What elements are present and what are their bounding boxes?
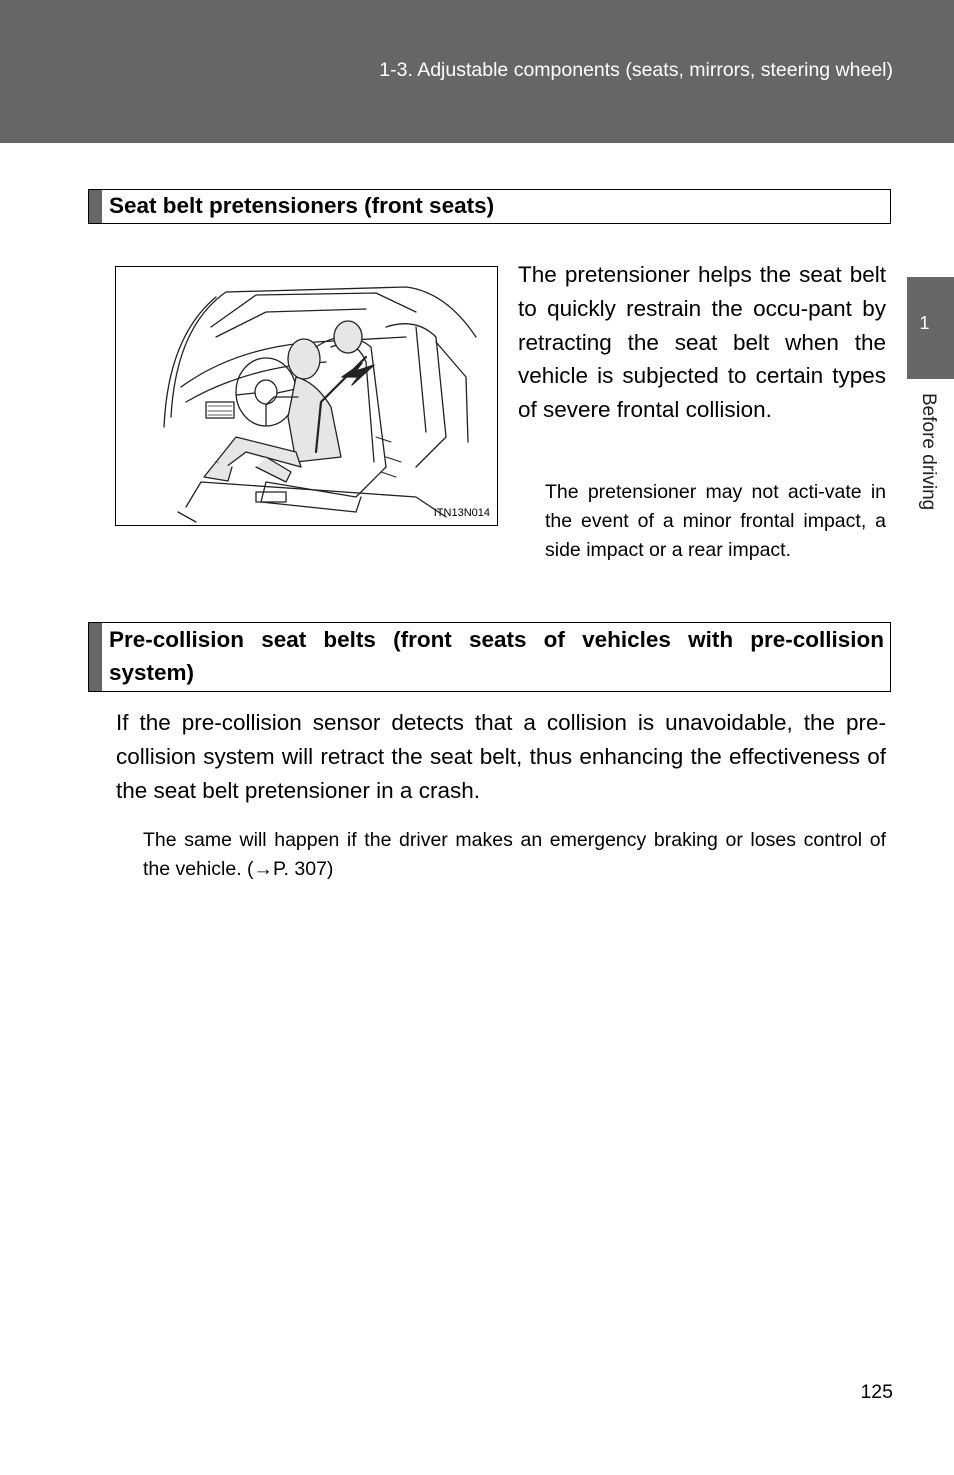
heading-text: Seat belt pretensioners (front seats): [109, 193, 495, 218]
chapter-tab[interactable]: [907, 277, 954, 379]
page-header: [0, 0, 954, 143]
pre-collision-note: The same will happen if the driver makes an emergency braking or loses control of the vehicle. (→P. 307): [143, 829, 886, 880]
pretensioner-description: The pretensioner helps the seat belt to quickly restrain the occu-pant by retracting the seat belt when the vehicle is subjected to certain types of severe frontal collision.: [518, 262, 886, 423]
section-heading-pre-collision: [88, 622, 891, 692]
page-number: 125: [860, 1381, 893, 1403]
chapter-number: 1: [919, 313, 930, 333]
car-interior-drawing: [116, 267, 497, 525]
pretensioner-illustration: [115, 266, 498, 526]
heading-marker: [89, 190, 102, 223]
section-heading-pretensioners: [88, 189, 891, 224]
pre-collision-description: If the pre-collision sensor detects that a collision is unavoidable, the pre-collision system will retract the seat belt, thus enhancing the effectiveness of the seat belt pretensioner in a crash.: [116, 710, 886, 803]
chapter-name: Before driving: [918, 393, 939, 511]
pretensioner-note: The pretensioner may not acti-vate in the event of a minor frontal impact, a side impact or a rear impact.: [545, 481, 886, 561]
heading-marker: [89, 623, 102, 691]
figure-code: ITN13N014: [433, 507, 490, 519]
header-title: 1-3. Adjustable components (seats, mirrors, steering wheel): [379, 59, 893, 81]
heading-text: Pre-collision seat belts (front seats of vehicles with pre-collision system): [109, 627, 884, 685]
